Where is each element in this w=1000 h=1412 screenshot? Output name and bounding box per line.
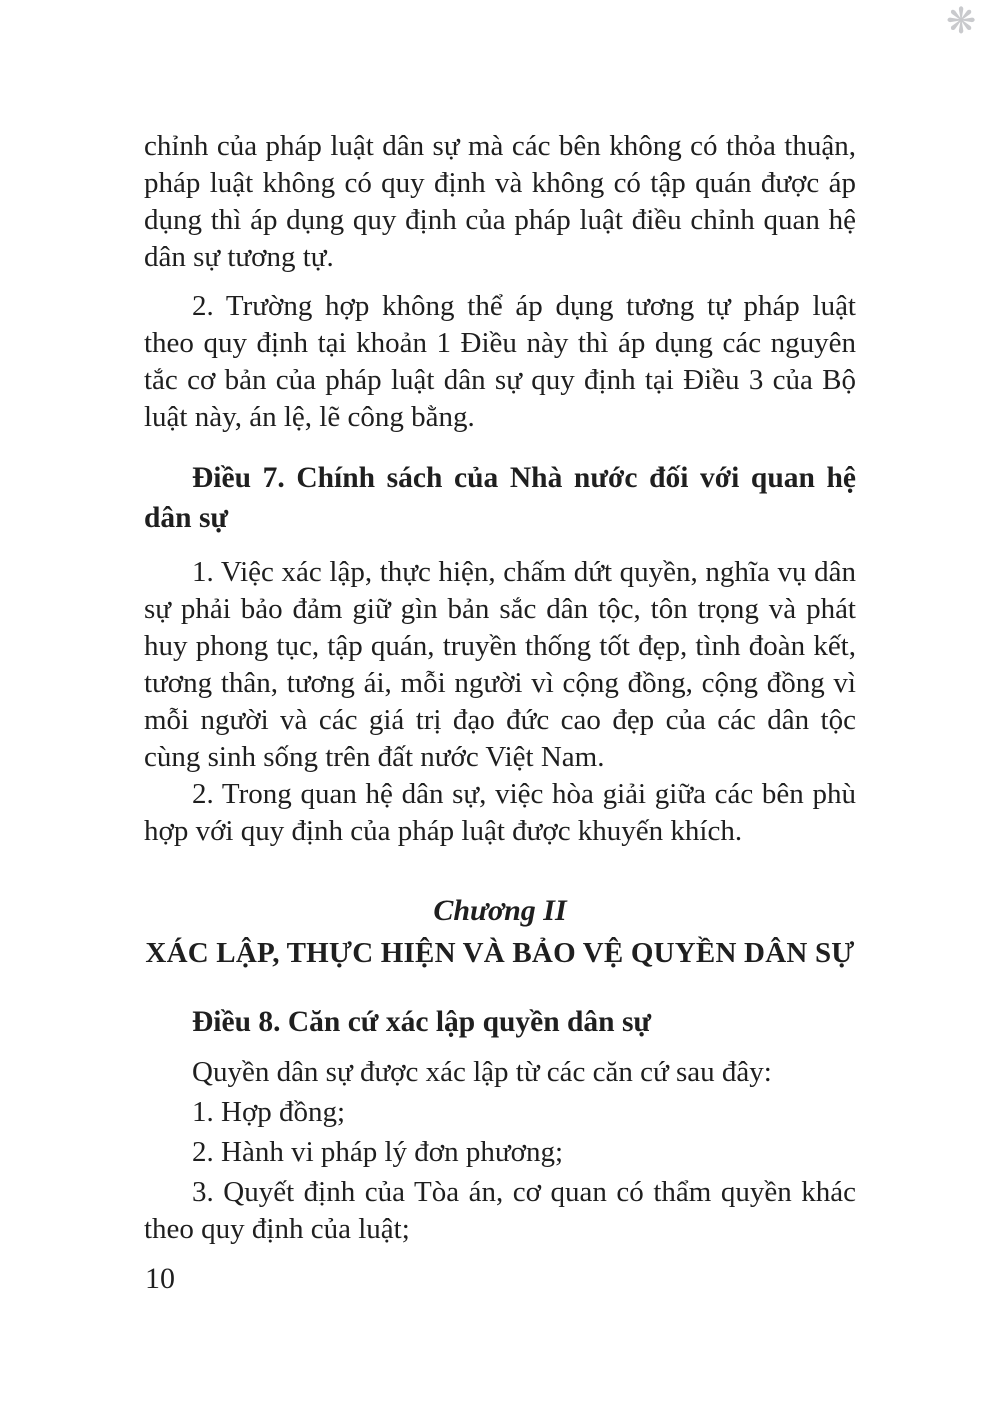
page-number: 10: [145, 1262, 175, 1295]
article8-list-item-2: 2. Hành vi pháp lý đơn phương;: [192, 1136, 563, 1168]
paragraph-article6-clause2: 2. Trường hợp không thể áp dụng tương tự pháp luật theo quy định tại khoản 1 Điều này thì áp dụng các nguyên tắc cơ bản của pháp luật dân sự quy định tại Điều 3 của Bộ luật này, án lệ, lẽ công bằng.: [144, 290, 856, 433]
paragraph-continuation: chỉnh của pháp luật dân sự mà các bên không có thỏa thuận, pháp luật không có quy định và không có tập quán được áp dụng thì áp dụng quy định của pháp luật điều chỉnh quan hệ dân sự tương tự.: [144, 130, 856, 273]
paragraph-article8-intro: Quyền dân sự được xác lập từ các căn cứ sau đây:: [192, 1056, 772, 1088]
article-8-heading: Điều 8. Căn cứ xác lập quyền dân sự: [192, 1006, 652, 1038]
paragraph-article7-clause1: 1. Việc xác lập, thực hiện, chấm dứt quyền, nghĩa vụ dân sự phải bảo đảm giữ gìn bản sắc dân tộc, tôn trọng và phát huy phong tục, tập quán, truyền thống tốt đẹp, tình đoàn kết, tương thân, tương ái, mỗi người vì cộng đồng, cộng đồng vì mỗi người và các giá trị đạo đức cao đẹp của các dân tộc cùng sinh sống trên đất nước Việt Nam.: [144, 556, 856, 773]
chapter-heading-block: [144, 890, 856, 974]
flower-ornament-icon: ❋: [946, 1, 977, 42]
paragraph-article7-clause2: 2. Trong quan hệ dân sự, việc hòa giải giữa các bên phù hợp với quy định của pháp luật được khuyến khích.: [144, 778, 856, 847]
chapter-title: XÁC LẬP, THỰC HIỆN VÀ BẢO VỆ QUYỀN DÂN SỰ: [145, 937, 855, 969]
article-7-heading: Điều 7. Chính sách của Nhà nước đối với quan hệ dân sự: [144, 462, 856, 534]
page-content: [144, 128, 856, 1248]
chapter-label: Chương II: [433, 894, 567, 927]
article8-list-item-1: 1. Hợp đồng;: [192, 1096, 346, 1128]
article8-list-item-3: 3. Quyết định của Tòa án, cơ quan có thẩm quyền khác theo quy định của luật;: [144, 1176, 856, 1245]
